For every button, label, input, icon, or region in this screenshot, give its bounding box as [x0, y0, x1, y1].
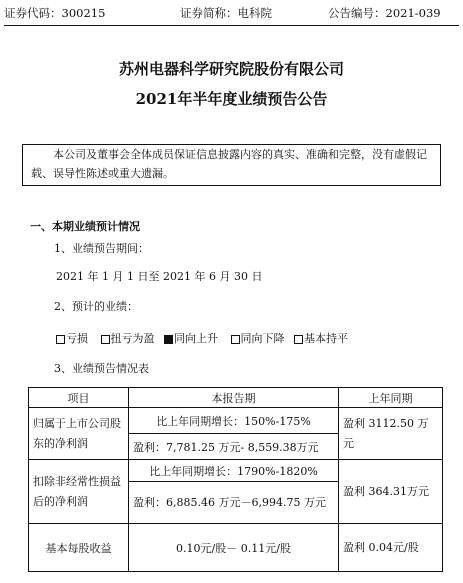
row-item: 基本每股收益: [29, 524, 129, 572]
period-value: 2021 年 1 月 1 日至 2021 年 6 月 30 日: [56, 270, 263, 283]
table-caption: 3、业绩预告情况表: [54, 362, 149, 375]
option-loss: 亏损: [56, 332, 88, 345]
checkbox-icon: [101, 335, 110, 344]
checked-box-icon: [164, 335, 173, 344]
row-last-year: 盈利 364.31万元: [339, 460, 443, 524]
disclaimer-box: [22, 144, 441, 186]
header-divider: [4, 25, 459, 26]
row-item: 扣除非经常性损益后的净利润: [29, 460, 129, 524]
table-row: [29, 524, 443, 572]
stock-code: 证券代码：300215: [4, 6, 106, 20]
option-turnaround: 扭亏为盈: [101, 332, 155, 345]
row-profit: 盈利：6,885.46 万元－6,994.75 万元: [129, 482, 339, 524]
checkbox-icon: [294, 335, 303, 344]
disclaimer-text: 本公司及董事会全体成员保证信息披露内容的真实、准确和完整，没有虚假记载、误导性陈述或重大遗漏。: [31, 148, 427, 180]
checkbox-icon: [56, 335, 65, 344]
forecast-label: 2、预计的业绩：: [54, 300, 138, 313]
section-heading: 一、本期业绩预计情况: [30, 220, 140, 233]
row-profit: 0.10元/股－ 0.11元/股: [129, 524, 339, 572]
row-last-year: 盈利 0.04元/股: [339, 524, 443, 572]
header-item: 项目: [29, 388, 129, 408]
row-profit: 盈利：7,781.25 万元- 8,559.38万元: [129, 434, 339, 460]
option-increase: 同向上升: [164, 332, 218, 345]
option-decrease: 同向下降: [231, 332, 285, 345]
table-header-row: [29, 388, 443, 408]
stock-short-name: 证券简称：电科院: [180, 6, 272, 20]
checkbox-icon: [231, 335, 240, 344]
row-item: 归属于上市公司股东的净利润: [29, 408, 129, 460]
row-growth: 比上年同期增长：1790%-1820%: [129, 460, 339, 482]
row-last-year: 盈利 3112.50 万元: [339, 408, 443, 460]
period-label: 1、业绩预告期间：: [54, 242, 149, 255]
header-last-year: 上年同期: [339, 388, 443, 408]
header-current: 本报告期: [129, 388, 339, 408]
notice-number: 公告编号：2021-039: [328, 6, 441, 20]
forecast-table: [28, 387, 443, 572]
row-growth: 比上年同期增长：150%-175%: [129, 408, 339, 434]
table-row: [29, 408, 443, 434]
forecast-options: [56, 330, 348, 346]
company-title: 苏州电器科学研究院股份有限公司: [118, 60, 344, 78]
option-flat: 基本持平: [294, 332, 348, 345]
page-header: [0, 0, 463, 26]
document-title: 2021年半年度业绩预告公告: [135, 90, 328, 108]
table-row: [29, 460, 443, 482]
